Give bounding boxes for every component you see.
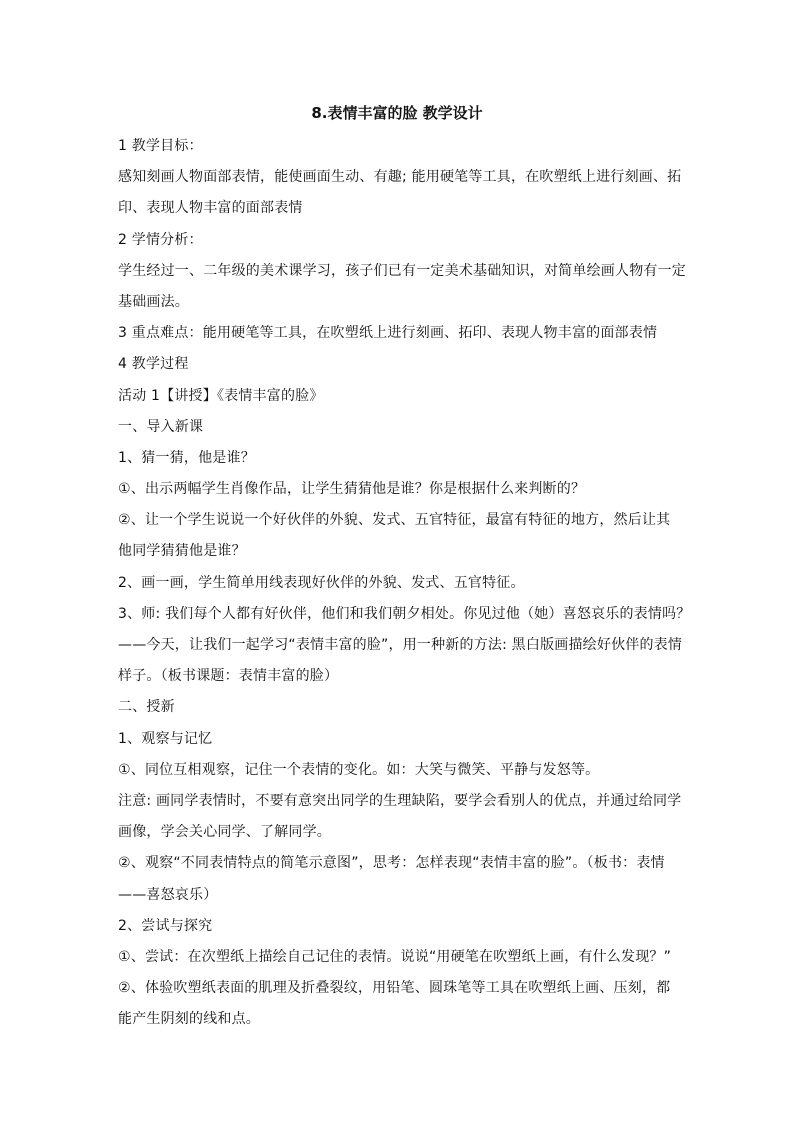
text-line: 2、尝试与探究: [118, 917, 213, 934]
text-line: 4 教学过程: [118, 356, 189, 373]
text-line: 一、导入新课: [118, 418, 204, 435]
text-line: 学生经过一、二年级的美术课学习，孩子们已有一定美术基础知识，对简单绘画人物有一定: [118, 262, 686, 279]
text-line: 注意: 画同学表情时，不要有意突出同学的生理缺陷，要学会看别人的优点，并通过给同学: [118, 792, 682, 809]
text-line: 1 教学目标：: [118, 138, 203, 154]
text-line: 印、表现人物丰富的面部表情: [118, 200, 303, 217]
text-line: 3 重点难点：能用硬笔等工具，在吹塑纸上进行刻画、拓印、表现人物丰富的面部表情: [118, 325, 658, 342]
text-line: 感知刻画人物面部表情，能使画面生动、有趣; 能用硬笔等工具，在吹塑纸上进行刻画、拓: [118, 169, 682, 186]
text-line: 2 学情分析：: [118, 231, 203, 248]
text-line: 样子。（板书课题：表情丰富的脸）: [118, 668, 339, 685]
text-line: 画像，学会关心同学、了解同学。: [118, 824, 331, 841]
text-line: 他同学猜猜他是谁？: [118, 543, 246, 560]
text-line: ①、同位互相观察，记住一个表情的变化。如：大笑与微笑、平静与发怒等。: [118, 761, 600, 778]
text-line: 1、猜一猜，他是谁？: [118, 449, 255, 466]
text-line: 能产生阴刻的线和点。: [118, 1011, 260, 1028]
text-line: 1、观察与记忆: [118, 730, 213, 747]
text-line: ①、尝试：在次塑纸上描绘自己记住的表情。说说“用硬笔在吹塑纸上画，有什么发现？”: [118, 948, 672, 965]
text-line: 二、授新: [118, 699, 175, 716]
document-body: [118, 131, 691, 1035]
text-line: ②、体验吹塑纸表面的肌理及折叠裂纹，用铅笔、圆珠笔等工具在吹塑纸上画、压刻，都: [118, 980, 671, 997]
text-line: 3、师: 我们每个人都有好伙伴，他们和我们朝夕相处。你见过他（她）喜怒哀乐的表情吗？: [118, 605, 691, 622]
text-line: 基础画法。: [118, 293, 189, 310]
text-line: ——今天，让我们一起学习“表情丰富的脸”，用一种新的方法: 黑白版画描绘好伙伴的表情: [118, 637, 683, 653]
text-line: ②、让一个学生说说一个好伙伴的外貌、发式、五官特征，最富有特征的地方，然后让其: [118, 512, 671, 529]
text-line: 活动 1【讲授】《表情丰富的脸》: [118, 387, 324, 404]
text-line: 2、画一画，学生简单用线表现好伙伴的外貌、发式、五官特征。: [118, 574, 525, 591]
document-title: 8.表情丰富的脸 教学设计: [311, 104, 483, 122]
text-line: ①、出示两幅学生肖像作品，让学生猜猜他是谁？你是根据什么来判断的？: [118, 481, 586, 498]
text-line: ——喜怒哀乐）: [118, 886, 218, 903]
text-line: ②、观察“不同表情特点的简笔示意图”，思考：怎样表现“表情丰富的脸”。（板书：表情: [118, 855, 665, 872]
